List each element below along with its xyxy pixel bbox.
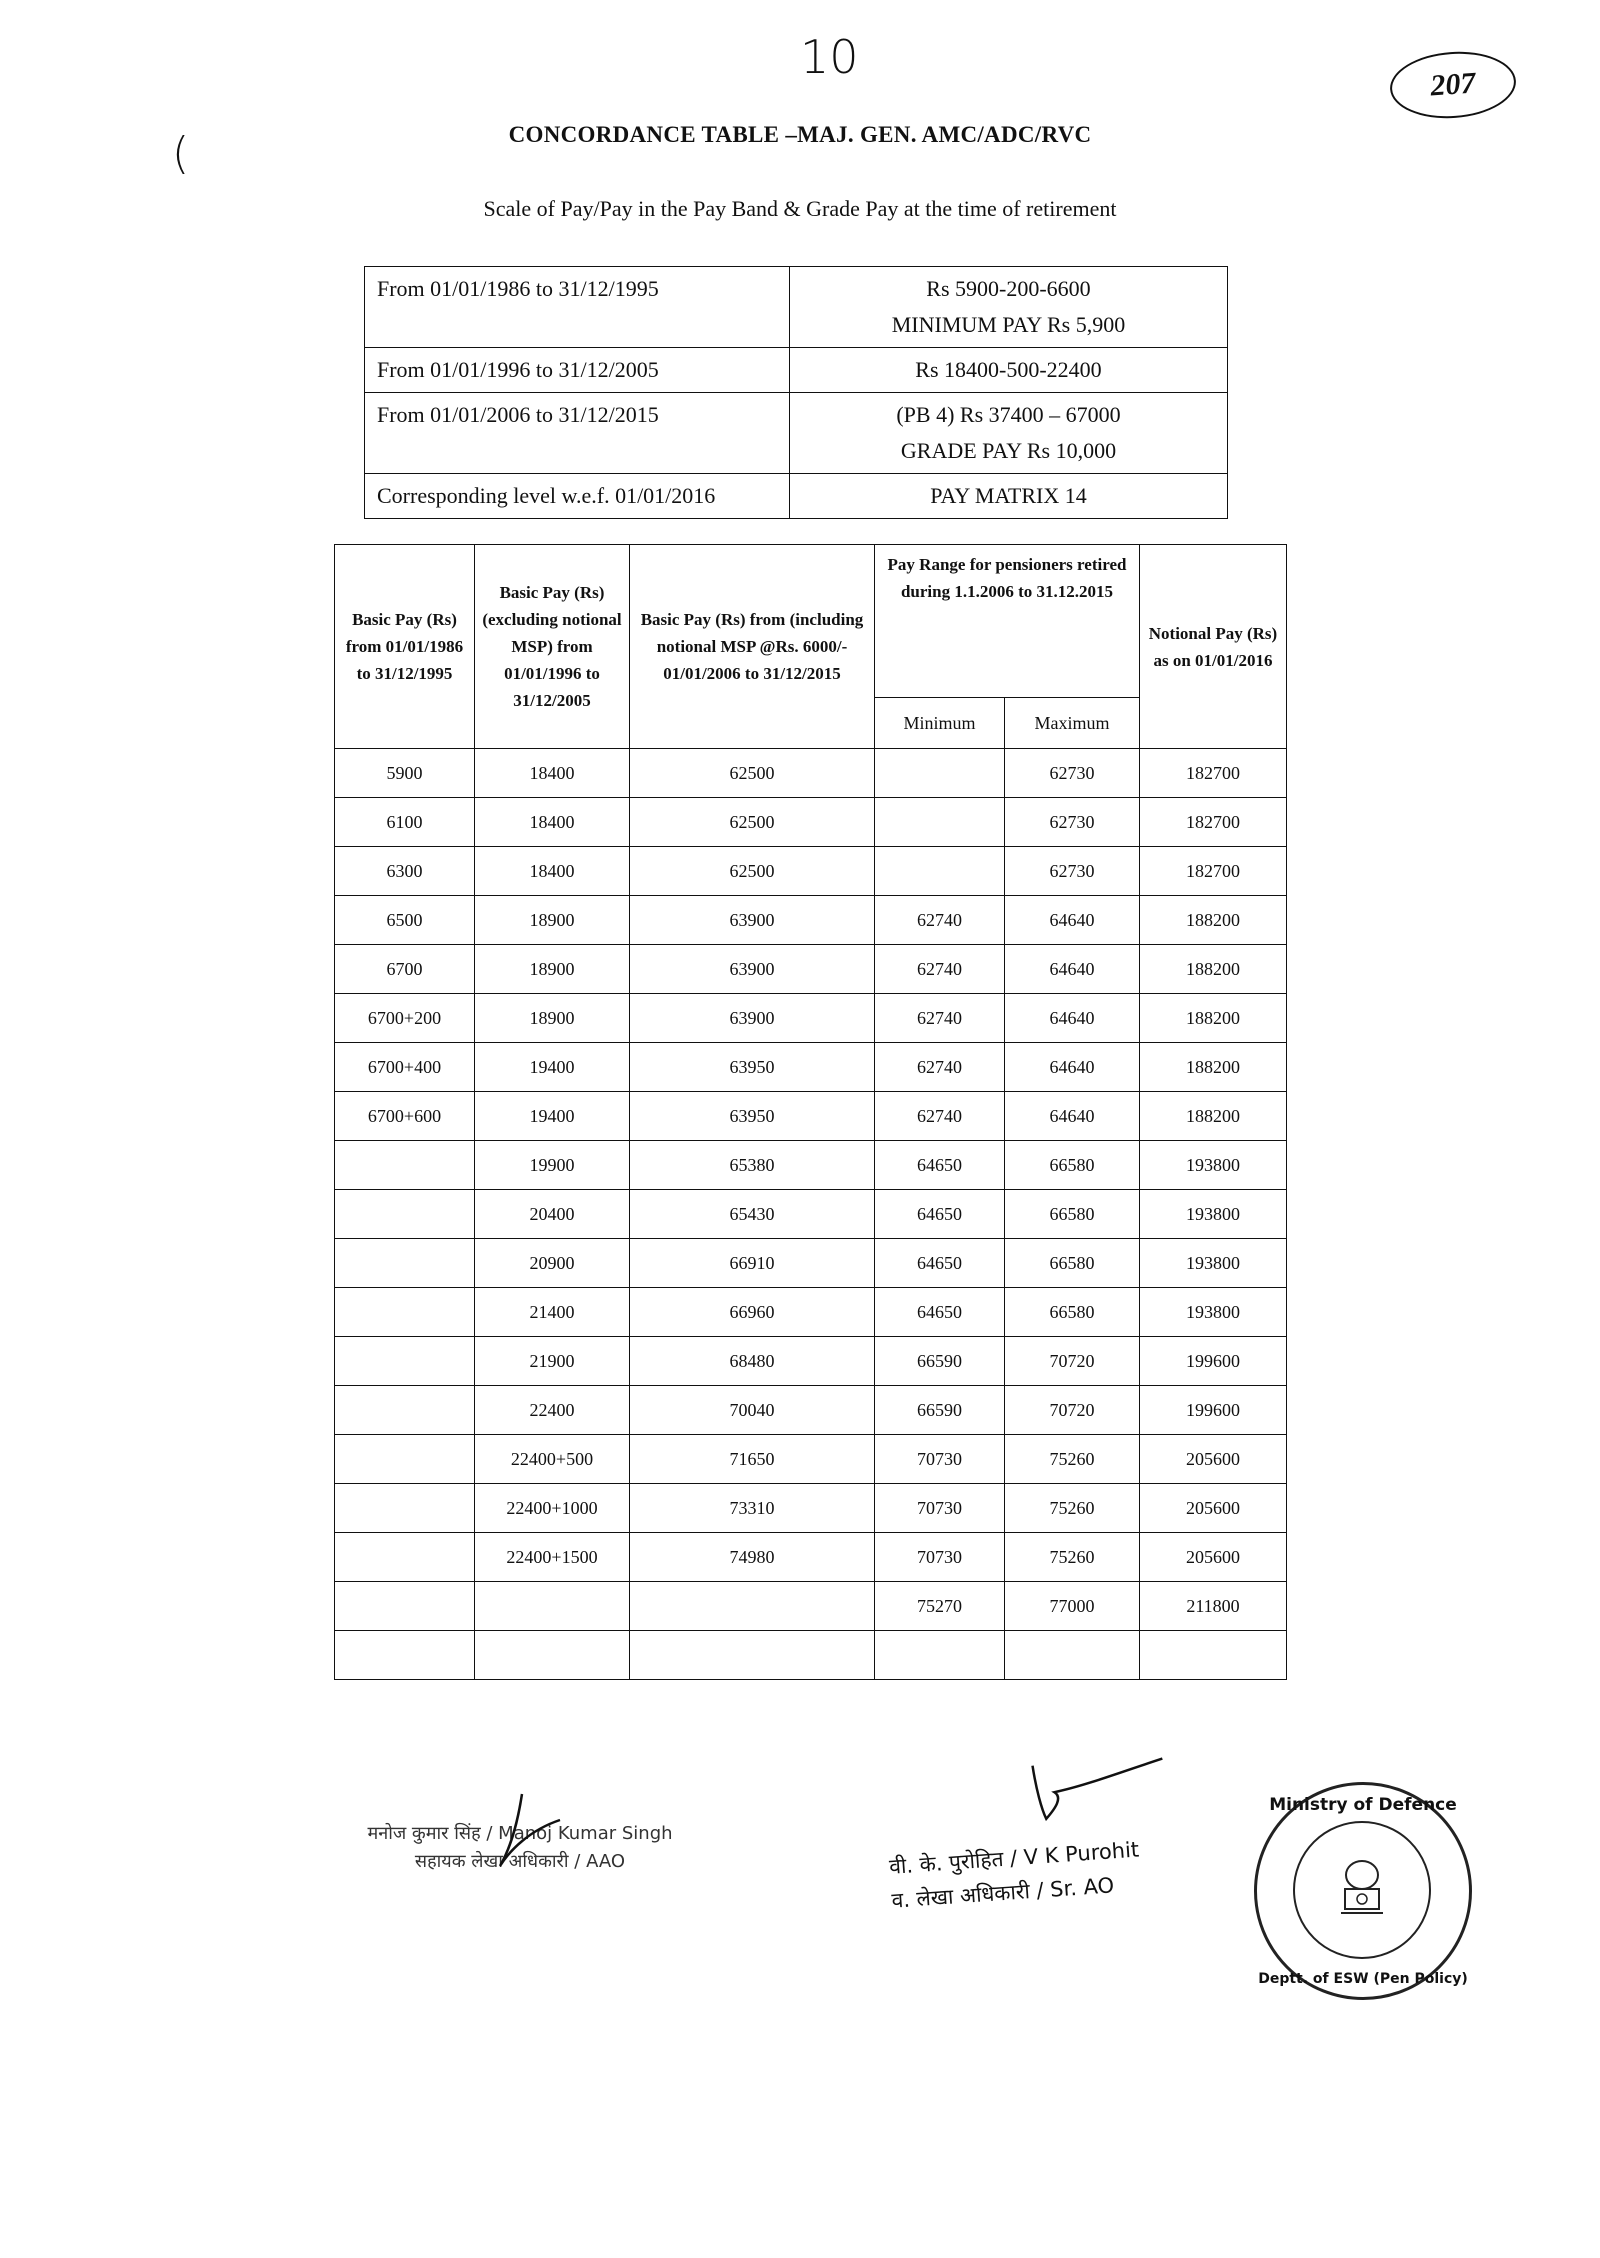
table-row <box>335 945 1287 994</box>
cell-pay-2006: 71650 <box>630 1435 875 1484</box>
cell-pay-2006: 63900 <box>630 945 875 994</box>
cell-pay-2006: 66910 <box>630 1239 875 1288</box>
table-row <box>335 1533 1287 1582</box>
header-row <box>335 545 1287 698</box>
col-header-pay-2006: Basic Pay (Rs) from (including notional MSP @Rs. 6000/- 01/01/2006 to 31/12/2015 <box>630 545 875 749</box>
cell-range-minimum: 70730 <box>875 1484 1005 1533</box>
cell-range-maximum: 77000 <box>1005 1582 1140 1631</box>
cell-pay-2006: 63950 <box>630 1092 875 1141</box>
concordance-table <box>334 544 1287 1680</box>
cell-pay-1986 <box>335 1582 475 1631</box>
cell-pay-2006: 70040 <box>630 1386 875 1435</box>
table-body <box>335 749 1287 1680</box>
cell-range-minimum: 62740 <box>875 1043 1005 1092</box>
cell-range-minimum <box>875 798 1005 847</box>
signatory-title-left: सहायक लेखा अधिकारी / AAO <box>414 1851 626 1872</box>
table-row <box>335 798 1287 847</box>
cell-range-maximum: 62730 <box>1005 798 1140 847</box>
cell-range-maximum <box>1005 1631 1140 1680</box>
folio-number: 207 <box>1388 48 1518 123</box>
cell-notional-pay: 182700 <box>1140 798 1287 847</box>
signature-block-right <box>888 1826 1232 1918</box>
cell-range-maximum: 75260 <box>1005 1484 1140 1533</box>
cell-notional-pay <box>1140 1631 1287 1680</box>
cell-pay-2006: 65430 <box>630 1190 875 1239</box>
cell-range-maximum: 75260 <box>1005 1533 1140 1582</box>
document-subtitle: Scale of Pay/Pay in the Pay Band & Grade Pay at the time of retirement <box>483 196 1117 221</box>
cell-pay-1996: 18900 <box>475 945 630 994</box>
cell-range-maximum: 62730 <box>1005 847 1140 896</box>
cell-range-maximum: 64640 <box>1005 1043 1140 1092</box>
cell-range-minimum: 70730 <box>875 1533 1005 1582</box>
scale-row <box>365 348 1228 393</box>
table-row <box>335 1141 1287 1190</box>
cell-range-maximum: 66580 <box>1005 1239 1140 1288</box>
cell-range-minimum: 62740 <box>875 896 1005 945</box>
scale-value-line: Rs 18400-500-22400 <box>915 357 1102 382</box>
cell-pay-1986: 6100 <box>335 798 475 847</box>
cell-pay-1986: 6700+200 <box>335 994 475 1043</box>
cell-notional-pay: 199600 <box>1140 1337 1287 1386</box>
cell-pay-1986 <box>335 1484 475 1533</box>
cell-range-maximum: 70720 <box>1005 1337 1140 1386</box>
cell-pay-1996: 19900 <box>475 1141 630 1190</box>
scale-period: From 01/01/1996 to 31/12/2005 <box>365 348 790 393</box>
cell-pay-2006: 74980 <box>630 1533 875 1582</box>
cell-notional-pay: 188200 <box>1140 945 1287 994</box>
cell-pay-1986: 6500 <box>335 896 475 945</box>
cell-pay-1986: 6700+600 <box>335 1092 475 1141</box>
cell-pay-1986: 5900 <box>335 749 475 798</box>
cell-pay-1996: 22400+500 <box>475 1435 630 1484</box>
cell-notional-pay: 211800 <box>1140 1582 1287 1631</box>
cell-range-minimum: 66590 <box>875 1386 1005 1435</box>
cell-pay-1996: 18400 <box>475 749 630 798</box>
cell-pay-1986 <box>335 1288 475 1337</box>
cell-pay-1986 <box>335 1190 475 1239</box>
cell-range-minimum: 62740 <box>875 1092 1005 1141</box>
cell-notional-pay: 193800 <box>1140 1190 1287 1239</box>
cell-pay-2006 <box>630 1631 875 1680</box>
scale-value <box>790 474 1228 519</box>
cell-range-minimum: 64650 <box>875 1288 1005 1337</box>
scale-row <box>365 474 1228 519</box>
cell-range-minimum <box>875 1631 1005 1680</box>
cell-range-maximum: 64640 <box>1005 896 1140 945</box>
cell-pay-1996 <box>475 1631 630 1680</box>
cell-notional-pay: 188200 <box>1140 994 1287 1043</box>
cell-notional-pay: 193800 <box>1140 1239 1287 1288</box>
stray-pen-mark: ( <box>172 128 190 179</box>
col-header-pay-1986: Basic Pay (Rs) from 01/01/1986 to 31/12/1995 <box>335 545 475 749</box>
cell-pay-1996: 18400 <box>475 798 630 847</box>
table-row <box>335 1043 1287 1092</box>
cell-range-minimum: 66590 <box>875 1337 1005 1386</box>
cell-notional-pay: 205600 <box>1140 1435 1287 1484</box>
document-title: CONCORDANCE TABLE –MAJ. GEN. AMC/ADC/RVC <box>508 122 1092 147</box>
national-emblem-icon <box>1335 1857 1389 1923</box>
scale-value <box>790 393 1228 474</box>
cell-range-maximum: 62730 <box>1005 749 1140 798</box>
scale-value <box>790 348 1228 393</box>
cell-pay-1996: 21900 <box>475 1337 630 1386</box>
cell-pay-2006: 63900 <box>630 994 875 1043</box>
cell-pay-2006: 62500 <box>630 798 875 847</box>
cell-pay-1996 <box>475 1582 630 1631</box>
cell-pay-1996: 19400 <box>475 1043 630 1092</box>
cell-pay-1986 <box>335 1141 475 1190</box>
cell-range-maximum: 64640 <box>1005 945 1140 994</box>
scale-row <box>365 267 1228 348</box>
col-header-pay-range: Pay Range for pensioners retired during 1.1.2006 to 31.12.2015 <box>875 545 1140 698</box>
cell-range-maximum: 64640 <box>1005 994 1140 1043</box>
cell-pay-1986: 6300 <box>335 847 475 896</box>
signatory-name-left: मनोज कुमार सिंह / Manoj Kumar Singh <box>367 1823 673 1844</box>
seal-inner-ring <box>1293 1821 1431 1959</box>
table-row <box>335 1239 1287 1288</box>
cell-range-minimum: 62740 <box>875 994 1005 1043</box>
cell-range-maximum: 66580 <box>1005 1190 1140 1239</box>
col-header-maximum: Maximum <box>1005 698 1140 749</box>
cell-range-maximum: 75260 <box>1005 1435 1140 1484</box>
col-header-notional-pay: Notional Pay (Rs) as on 01/01/2016 <box>1140 545 1287 749</box>
seal-text-bottom: Deptt. of ESW (Pen Policy) <box>1258 1971 1468 1987</box>
table-row <box>335 1484 1287 1533</box>
cell-range-minimum: 62740 <box>875 945 1005 994</box>
table-row <box>335 1386 1287 1435</box>
cell-pay-1986: 6700 <box>335 945 475 994</box>
scale-value-line: (PB 4) Rs 37400 – 67000 <box>896 402 1121 427</box>
scale-value-line: GRADE PAY Rs 10,000 <box>900 438 1117 463</box>
cell-pay-1996: 20400 <box>475 1190 630 1239</box>
table-row <box>335 896 1287 945</box>
cell-pay-2006: 62500 <box>630 749 875 798</box>
scale-value-line: MINIMUM PAY Rs 5,900 <box>891 312 1126 337</box>
cell-pay-1986: 6700+400 <box>335 1043 475 1092</box>
table-row <box>335 1582 1287 1631</box>
scale-row <box>365 393 1228 474</box>
col-header-minimum: Minimum <box>875 698 1005 749</box>
table-row <box>335 994 1287 1043</box>
official-seal <box>1254 1782 1472 2000</box>
cell-range-maximum: 70720 <box>1005 1386 1140 1435</box>
cell-pay-2006 <box>630 1582 875 1631</box>
cell-notional-pay: 182700 <box>1140 847 1287 896</box>
cell-pay-1986 <box>335 1337 475 1386</box>
cell-pay-1986 <box>335 1435 475 1484</box>
cell-pay-1996: 22400 <box>475 1386 630 1435</box>
table-row <box>335 1337 1287 1386</box>
cell-pay-1986 <box>335 1533 475 1582</box>
cell-notional-pay: 188200 <box>1140 1092 1287 1141</box>
cell-notional-pay: 193800 <box>1140 1141 1287 1190</box>
cell-pay-1996: 18400 <box>475 847 630 896</box>
cell-range-minimum: 64650 <box>875 1239 1005 1288</box>
cell-pay-2006: 68480 <box>630 1337 875 1386</box>
pay-scale-table <box>364 266 1228 519</box>
signatory-name-right: वी. के. पुरोहित / V K Purohit <box>888 1837 1140 1879</box>
cell-pay-2006: 66960 <box>630 1288 875 1337</box>
cell-range-minimum <box>875 847 1005 896</box>
signature-scribble-left <box>460 1790 580 1870</box>
cell-range-minimum: 64650 <box>875 1190 1005 1239</box>
cell-notional-pay: 188200 <box>1140 896 1287 945</box>
cell-range-minimum: 75270 <box>875 1582 1005 1631</box>
cell-notional-pay: 205600 <box>1140 1484 1287 1533</box>
cell-range-minimum <box>875 749 1005 798</box>
table-row <box>335 1190 1287 1239</box>
table-row <box>335 1631 1287 1680</box>
page-number: 10 <box>800 30 859 84</box>
cell-pay-1996: 19400 <box>475 1092 630 1141</box>
cell-range-minimum: 64650 <box>875 1141 1005 1190</box>
cell-notional-pay: 205600 <box>1140 1533 1287 1582</box>
scale-period: Corresponding level w.e.f. 01/01/2016 <box>365 474 790 519</box>
cell-pay-1996: 21400 <box>475 1288 630 1337</box>
scale-value-line: PAY MATRIX 14 <box>930 483 1087 508</box>
cell-pay-2006: 63950 <box>630 1043 875 1092</box>
cell-pay-1996: 20900 <box>475 1239 630 1288</box>
cell-pay-2006: 62500 <box>630 847 875 896</box>
cell-range-maximum: 64640 <box>1005 1092 1140 1141</box>
cell-pay-1996: 18900 <box>475 994 630 1043</box>
cell-pay-2006: 73310 <box>630 1484 875 1533</box>
cell-pay-1996: 22400+1000 <box>475 1484 630 1533</box>
col-header-pay-1996: Basic Pay (Rs) (excluding notional MSP) from 01/01/1996 to 31/12/2005 <box>475 545 630 749</box>
scale-period: From 01/01/2006 to 31/12/2015 <box>365 393 790 474</box>
cell-notional-pay: 182700 <box>1140 749 1287 798</box>
cell-pay-2006: 63900 <box>630 896 875 945</box>
signature-block-left <box>340 1820 700 1876</box>
cell-range-maximum: 66580 <box>1005 1141 1140 1190</box>
cell-range-maximum: 66580 <box>1005 1288 1140 1337</box>
cell-pay-2006: 65380 <box>630 1141 875 1190</box>
table-row <box>335 749 1287 798</box>
scale-period: From 01/01/1986 to 31/12/1995 <box>365 267 790 348</box>
cell-notional-pay: 188200 <box>1140 1043 1287 1092</box>
table-row <box>335 1435 1287 1484</box>
scale-value <box>790 267 1228 348</box>
cell-pay-1986 <box>335 1239 475 1288</box>
cell-range-minimum: 70730 <box>875 1435 1005 1484</box>
signatory-title-right: व. लेखा अधिकारी / Sr. AO <box>890 1873 1115 1913</box>
cell-pay-1986 <box>335 1386 475 1435</box>
table-row <box>335 1288 1287 1337</box>
cell-notional-pay: 199600 <box>1140 1386 1287 1435</box>
seal-text-top: Ministry of Defence <box>1269 1795 1457 1815</box>
table-row <box>335 1092 1287 1141</box>
cell-notional-pay: 193800 <box>1140 1288 1287 1337</box>
cell-pay-1986 <box>335 1631 475 1680</box>
scale-value-line: Rs 5900-200-6600 <box>926 276 1091 301</box>
table-row <box>335 847 1287 896</box>
cell-pay-1996: 22400+1500 <box>475 1533 630 1582</box>
signature-scribble-right <box>1012 1750 1176 1831</box>
cell-pay-1996: 18900 <box>475 896 630 945</box>
